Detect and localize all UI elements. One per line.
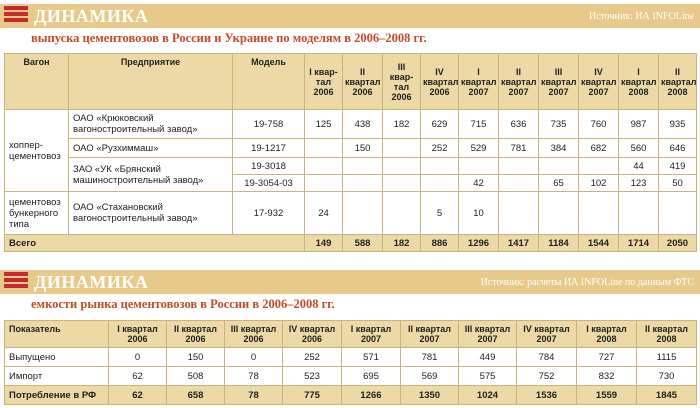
total-cell: 1536 [517,386,577,405]
header-row [5,321,697,348]
value-cell [305,139,343,158]
header-indicator: Показатель [5,321,109,348]
total-cell: 588 [343,235,383,252]
value-cell: 1115 [637,348,697,367]
value-cell: 150 [343,139,383,158]
source-note: Источник: ИА INFOLine [588,11,694,22]
total-cell: 1845 [637,386,697,405]
value-cell: 629 [421,110,459,139]
value-cell: 125 [305,110,343,139]
header-quarter: III квартал 2006 [225,321,283,348]
total-cell: 1350 [401,386,459,405]
total-cell: 1714 [619,235,659,252]
total-cell: 775 [283,386,342,405]
value-cell [383,192,421,235]
total-cell: 149 [305,235,343,252]
value-cell [579,158,619,175]
row-label: Выпущено [5,348,109,367]
header-quarter: II квартал 2006 [167,321,225,348]
value-cell: 182 [383,110,421,139]
enterprise-cell: ОАО «Рузхиммаш» [69,139,233,158]
banner-title: ДИНАМИКА [34,272,149,292]
value-cell: 715 [459,110,499,139]
total-cell: 1266 [342,386,401,405]
header-quarter: II квартал 2006 [343,54,383,110]
table-row [5,348,697,367]
value-cell [421,175,459,192]
total-cell: 1296 [459,235,499,252]
value-cell: 252 [421,139,459,158]
value-cell [343,175,383,192]
value-cell: 0 [109,348,167,367]
header-quarter: I квартал 2007 [342,321,401,348]
value-cell: 682 [579,139,619,158]
total-cell: 2050 [659,235,697,252]
header-quarter: IV квартал 2006 [283,321,342,348]
value-cell [499,158,539,175]
value-cell [459,158,499,175]
header-quarter: IV квартал 2007 [579,54,619,110]
table-row [5,139,697,158]
value-cell: 523 [283,367,342,386]
value-cell: 449 [459,348,517,367]
value-cell: 575 [459,367,517,386]
value-cell [421,158,459,175]
total-label: Потребление в РФ [5,386,109,405]
header-quarter: III квартал 2007 [459,321,517,348]
value-cell [539,158,579,175]
production-table [4,53,697,252]
value-cell: 65 [539,175,579,192]
total-cell: 182 [383,235,421,252]
header-quarter: I квартал 2008 [577,321,637,348]
header-model: Модель [233,54,305,110]
total-cell: 78 [225,386,283,405]
value-cell [343,192,383,235]
value-cell: 42 [459,175,499,192]
value-cell: 0 [225,348,283,367]
header-quarter: II квартал 2007 [499,54,539,110]
table-row [5,158,697,175]
value-cell: 102 [579,175,619,192]
table-row [5,192,697,235]
value-cell: 752 [517,367,577,386]
value-cell [383,158,421,175]
total-cell: 658 [167,386,225,405]
header-quarter: IV квартал 2006 [421,54,459,110]
total-cell: 1417 [499,235,539,252]
value-cell [619,192,659,235]
value-cell [499,192,539,235]
section-production [0,4,700,48]
value-cell [305,158,343,175]
value-cell: 529 [459,139,499,158]
value-cell: 24 [305,192,343,235]
model-cell: 19-1217 [233,139,305,158]
section-market [0,270,700,314]
header-quarter: II квартал 2008 [637,321,697,348]
value-cell: 62 [109,367,167,386]
value-cell [383,139,421,158]
banner [0,4,700,28]
total-cell: 1544 [579,235,619,252]
total-cell: 886 [421,235,459,252]
total-row [5,386,697,405]
value-cell: 987 [619,110,659,139]
value-cell: 727 [577,348,637,367]
infoline-logo-icon [4,272,28,292]
header-quarter: IV квартал 2007 [517,321,577,348]
value-cell: 569 [401,367,459,386]
total-cell: 1024 [459,386,517,405]
value-cell: 560 [619,139,659,158]
header-enterprise: Предприятие [69,54,233,110]
value-cell: 784 [517,348,577,367]
value-cell: 44 [619,158,659,175]
wagon-type-bunker: цементовоз бункерного типа [5,192,69,235]
table-row [5,367,697,386]
value-cell: 252 [283,348,342,367]
header-quarter: III квар-тал 2006 [383,54,421,110]
header-quarter: I квар-тал 2006 [305,54,343,110]
banner [0,270,700,294]
value-cell: 78 [225,367,283,386]
infoline-logo-icon [4,6,28,26]
value-cell: 935 [659,110,697,139]
header-quarter: II квартал 2007 [401,321,459,348]
value-cell: 781 [401,348,459,367]
model-cell: 19-758 [233,110,305,139]
total-cell: 62 [109,386,167,405]
value-cell [305,175,343,192]
header-quarter: I квартал 2006 [109,321,167,348]
total-row [5,235,697,252]
value-cell: 695 [342,367,401,386]
value-cell: 10 [459,192,499,235]
value-cell: 646 [659,139,697,158]
value-cell: 571 [342,348,401,367]
header-quarter: I квартал 2007 [459,54,499,110]
value-cell: 781 [499,139,539,158]
value-cell: 636 [499,110,539,139]
model-cell: 19-3054-03 [233,175,305,192]
row-label: Импорт [5,367,109,386]
value-cell [383,175,421,192]
banner-title: ДИНАМИКА [34,6,149,26]
value-cell: 832 [577,367,637,386]
value-cell [539,192,579,235]
header-quarter: I квартал 2008 [619,54,659,110]
value-cell [659,192,697,235]
value-cell [579,192,619,235]
total-cell: 1184 [539,235,579,252]
value-cell: 508 [167,367,225,386]
header-wagon: Вагон [5,54,69,110]
value-cell: 730 [637,367,697,386]
total-label: Всего [5,235,305,252]
value-cell: 735 [539,110,579,139]
value-cell: 50 [659,175,697,192]
header-quarter: III квартал 2007 [539,54,579,110]
table-subtitle: выпуска цементовозов в России и Украине по моделям в 2006–2008 гг. [31,31,427,45]
market-table [4,320,697,405]
total-cell: 1559 [577,386,637,405]
value-cell [499,175,539,192]
enterprise-cell: ЗАО «УК «Брянский машиностроительный завод» [69,158,233,192]
header-quarter: II квартал 2008 [659,54,697,110]
wagon-type-hopper: хоппер-цементовоз [5,110,69,192]
enterprise-cell: ОАО «Стахановский вагоностроительный завод» [69,192,233,235]
value-cell: 384 [539,139,579,158]
enterprise-cell: ОАО «Крюковский вагоностроительный завод» [69,110,233,139]
model-cell: 17-932 [233,192,305,235]
header-row [5,54,697,110]
source-note: Источник: расчеты ИА INFOLine по данным ФТС [480,277,694,288]
table-subtitle: емкости рынка цементовозов в России в 2006–2008 гг. [31,297,335,311]
value-cell [343,158,383,175]
model-cell: 19-3018 [233,158,305,175]
value-cell: 419 [659,158,697,175]
value-cell: 760 [579,110,619,139]
table-row [5,110,697,139]
value-cell: 123 [619,175,659,192]
value-cell: 5 [421,192,459,235]
value-cell: 438 [343,110,383,139]
value-cell: 150 [167,348,225,367]
